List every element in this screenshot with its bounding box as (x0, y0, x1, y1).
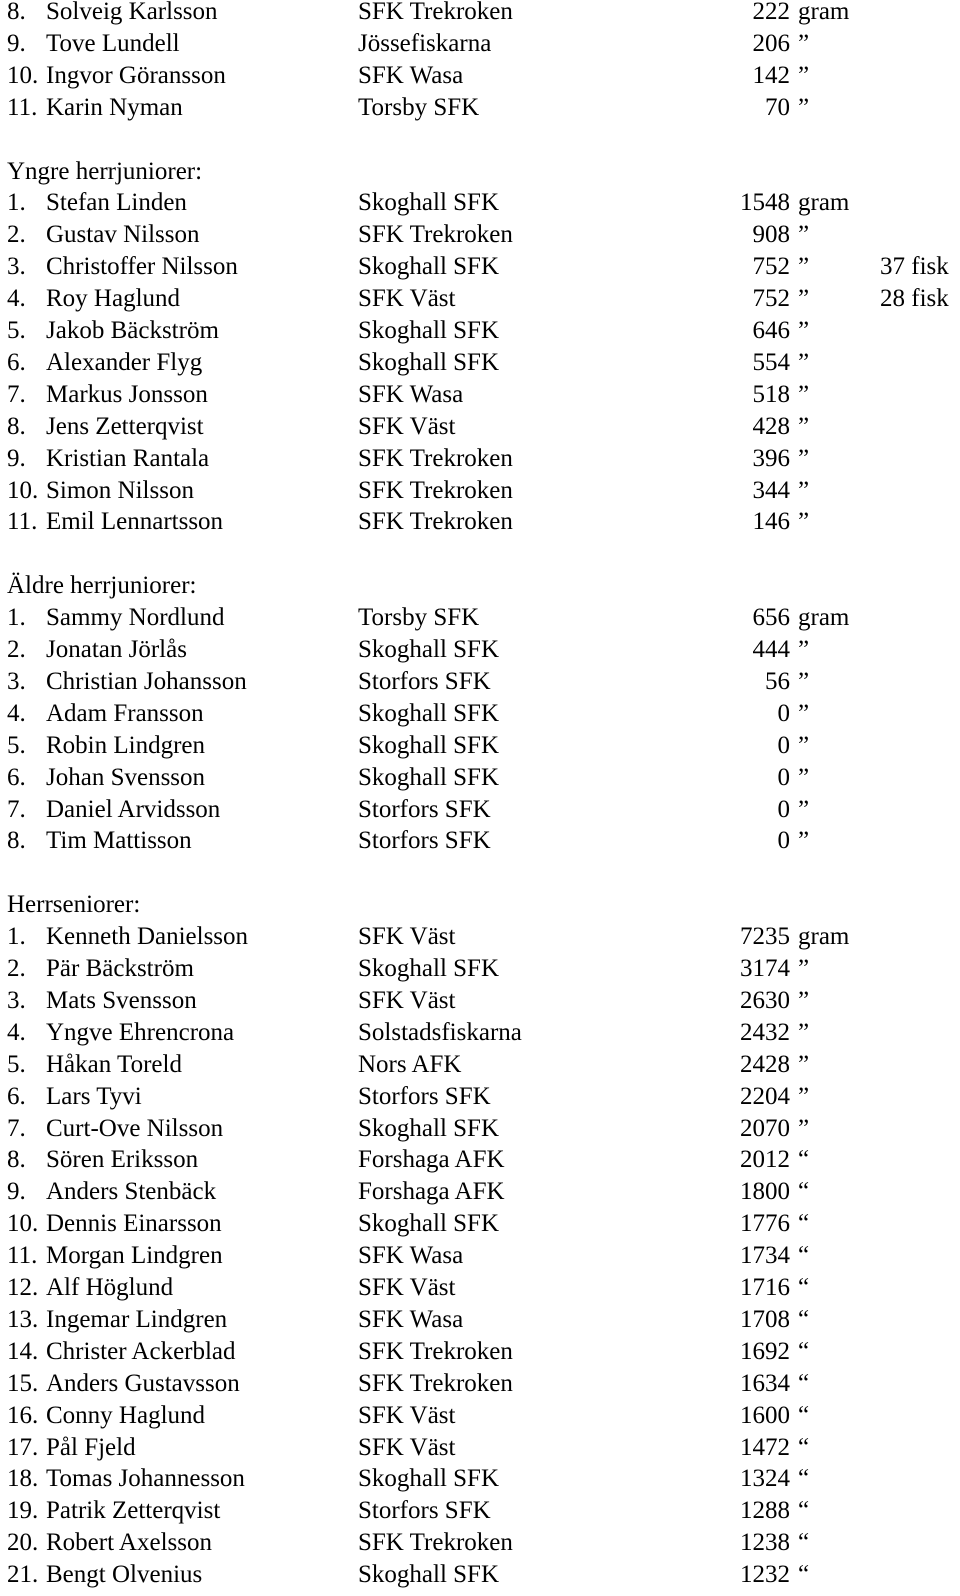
weight-unit: ” (798, 795, 810, 823)
rank-number: 4. (7, 699, 26, 727)
weight-value: 1232 (740, 1561, 790, 1589)
angler-name: Gustav Nilsson (46, 221, 200, 249)
club-name: Skoghall SFK (358, 636, 500, 663)
rank-number: 7. (7, 1114, 26, 1142)
club-name: Skoghall SFK (358, 955, 500, 982)
rank-number: 8. (7, 0, 26, 25)
weight-value: 2204 (740, 1082, 790, 1110)
club-name: Skoghall SFK (358, 1210, 500, 1238)
club-name: SFK Trekroken (358, 1337, 513, 1365)
club-name: SFK Väst (358, 412, 456, 440)
result-row (0, 825, 960, 857)
result-row (0, 1240, 960, 1272)
weight-unit: ” (798, 348, 810, 376)
angler-name: Yngve Ehrencrona (46, 1018, 235, 1046)
weight-value: 1776 (740, 1210, 790, 1238)
angler-name: Christian Johansson (46, 667, 247, 695)
angler-name: Ingemar Lindgren (46, 1305, 228, 1333)
rank-number: 12. (7, 1274, 39, 1301)
result-row (0, 92, 960, 124)
club-name: Forshaga AFK (358, 1178, 505, 1206)
club-name: Skoghall SFK (358, 1465, 500, 1493)
rank-number: 10. (7, 476, 39, 504)
weight-value: 1548 (740, 189, 790, 217)
rank-number: 5. (7, 731, 26, 759)
rank-number: 2. (7, 636, 26, 663)
result-row (0, 28, 960, 60)
result-row (0, 1400, 960, 1432)
club-name: SFK Väst (358, 1274, 456, 1301)
weight-value: 70 (765, 93, 790, 121)
club-name: SFK Trekroken (358, 508, 513, 536)
weight-unit: ” (798, 221, 810, 249)
angler-name: Solveig Karlsson (46, 0, 218, 25)
rank-number: 4. (7, 1018, 26, 1046)
angler-name: Simon Nilsson (46, 476, 194, 504)
weight-unit: “ (798, 1146, 810, 1174)
weight-unit: ” (798, 636, 810, 663)
club-name: SFK Väst (358, 986, 456, 1014)
weight-unit: ” (798, 253, 810, 281)
rank-number: 18. (7, 1465, 39, 1493)
club-name: SFK Trekroken (358, 476, 513, 504)
weight-value: 146 (752, 508, 790, 536)
club-name: Storfors SFK (358, 827, 491, 855)
weight-unit: ” (798, 29, 810, 57)
weight-unit: ” (798, 1082, 810, 1110)
rank-number: 9. (7, 29, 26, 57)
weight-unit: ” (798, 986, 810, 1014)
weight-unit: “ (798, 1178, 810, 1206)
club-name: Storfors SFK (358, 795, 491, 823)
club-name: SFK Trekroken (358, 221, 513, 249)
result-row (0, 1527, 960, 1559)
weight-value: 0 (777, 763, 790, 791)
weight-unit: ” (798, 476, 810, 504)
weight-value: 2070 (740, 1114, 790, 1142)
weight-value: 0 (777, 699, 790, 727)
result-row (0, 730, 960, 762)
rank-number: 9. (7, 1178, 26, 1206)
weight-value: 1800 (740, 1178, 790, 1206)
angler-name: Robin Lindgren (46, 731, 206, 759)
weight-unit: “ (798, 1465, 810, 1493)
weight-value: 3174 (740, 955, 790, 982)
club-name: Storfors SFK (358, 1082, 491, 1110)
weight-unit: “ (798, 1497, 810, 1525)
rank-number: 2. (7, 221, 26, 249)
weight-value: 1288 (740, 1497, 790, 1525)
angler-name: Håkan Toreld (46, 1050, 182, 1078)
club-name: SFK Väst (358, 285, 456, 313)
angler-name: Kenneth Danielsson (46, 923, 249, 951)
angler-name: Anders Stenbäck (46, 1178, 217, 1206)
weight-value: 0 (777, 827, 790, 855)
weight-value: 206 (752, 29, 790, 57)
weight-unit: gram (798, 0, 850, 25)
section-heading: Yngre herrjuniorer: (7, 157, 203, 185)
weight-unit: ” (798, 763, 810, 791)
weight-value: 1708 (740, 1305, 790, 1333)
weight-value: 2432 (740, 1018, 790, 1046)
club-name: SFK Trekroken (358, 1369, 513, 1397)
angler-name: Tove Lundell (46, 29, 180, 57)
result-row (0, 985, 960, 1017)
club-name: Skoghall SFK (358, 317, 500, 344)
weight-value: 646 (752, 317, 790, 344)
weight-value: 2630 (740, 986, 790, 1014)
club-name: Torsby SFK (358, 93, 480, 121)
weight-unit: ” (798, 667, 810, 695)
result-row (0, 1304, 960, 1336)
weight-unit: “ (798, 1433, 810, 1461)
result-row (0, 251, 960, 283)
result-row (0, 1559, 960, 1591)
angler-name: Morgan Lindgren (46, 1242, 223, 1270)
weight-unit: ” (798, 61, 810, 89)
club-name: SFK Wasa (358, 61, 464, 89)
rank-number: 17. (7, 1433, 39, 1461)
club-name: SFK Väst (358, 1401, 456, 1429)
club-name: SFK Trekroken (358, 1529, 513, 1557)
weight-value: 56 (765, 667, 790, 695)
rank-number: 1. (7, 189, 26, 217)
angler-name: Curt-Ove Nilsson (46, 1114, 224, 1142)
result-row (0, 1495, 960, 1527)
angler-name: Anders Gustavsson (46, 1369, 240, 1397)
rank-number: 21. (7, 1561, 39, 1589)
club-name: SFK Väst (358, 923, 456, 951)
weight-value: 554 (752, 348, 790, 376)
result-row (0, 1081, 960, 1113)
result-row (0, 602, 960, 634)
angler-name: Markus Jonsson (46, 380, 208, 408)
club-name: SFK Wasa (358, 380, 464, 408)
weight-unit: gram (798, 923, 850, 951)
weight-unit: ” (798, 285, 810, 313)
weight-value: 1692 (740, 1337, 790, 1365)
angler-name: Alf Höglund (46, 1274, 174, 1301)
club-name: Skoghall SFK (358, 1561, 500, 1589)
rank-number: 7. (7, 795, 26, 823)
angler-name: Jakob Bäckström (46, 317, 219, 344)
weight-value: 0 (777, 795, 790, 823)
result-row (0, 187, 960, 219)
section-heading: Äldre herrjuniorer: (7, 572, 197, 600)
result-row (0, 794, 960, 826)
result-row (0, 411, 960, 443)
result-row (0, 219, 960, 251)
result-row (0, 698, 960, 730)
weight-unit: ” (798, 827, 810, 855)
result-row (0, 1272, 960, 1304)
club-name: Skoghall SFK (358, 1114, 500, 1142)
rank-number: 8. (7, 412, 26, 440)
result-row (0, 634, 960, 666)
angler-name: Patrik Zetterqvist (46, 1497, 221, 1525)
rank-number: 6. (7, 763, 26, 791)
rank-number: 11. (7, 508, 38, 536)
rank-number: 15. (7, 1369, 39, 1397)
angler-name: Roy Haglund (46, 285, 181, 313)
angler-name: Tomas Johannesson (46, 1465, 245, 1493)
weight-unit: ” (798, 93, 810, 121)
rank-number: 3. (7, 986, 26, 1014)
club-name: Nors AFK (358, 1050, 462, 1078)
result-row (0, 0, 960, 28)
weight-value: 344 (752, 476, 790, 504)
weight-value: 428 (752, 412, 790, 440)
angler-name: Emil Lennartsson (46, 508, 224, 536)
weight-value: 0 (777, 731, 790, 759)
result-row (0, 379, 960, 411)
angler-name: Christer Ackerblad (46, 1337, 236, 1365)
result-row (0, 60, 960, 92)
result-row (0, 1432, 960, 1464)
rank-number: 8. (7, 827, 26, 855)
rank-number: 11. (7, 1242, 38, 1270)
result-row (0, 1176, 960, 1208)
weight-unit: ” (798, 444, 810, 472)
rank-number: 5. (7, 317, 26, 344)
weight-unit: “ (798, 1561, 810, 1589)
rank-number: 6. (7, 348, 26, 376)
angler-name: Daniel Arvidsson (46, 795, 221, 823)
weight-value: 2428 (740, 1050, 790, 1078)
weight-unit: “ (798, 1529, 810, 1557)
rank-number: 7. (7, 380, 26, 408)
rank-number: 11. (7, 93, 38, 121)
weight-value: 7235 (740, 923, 790, 951)
club-name: Solstadsfiskarna (358, 1018, 522, 1046)
angler-name: Mats Svensson (46, 986, 197, 1014)
weight-value: 1716 (740, 1274, 790, 1301)
angler-name: Tim Mattisson (46, 827, 192, 855)
angler-name: Sammy Nordlund (46, 604, 225, 632)
result-row (0, 1208, 960, 1240)
rank-number: 4. (7, 285, 26, 313)
angler-name: Ingvor Göransson (46, 61, 226, 89)
angler-name: Christoffer Nilsson (46, 253, 238, 281)
result-row (0, 347, 960, 379)
weight-unit: ” (798, 412, 810, 440)
club-name: SFK Trekroken (358, 0, 513, 25)
result-row (0, 666, 960, 698)
club-name: Skoghall SFK (358, 189, 500, 217)
angler-name: Stefan Linden (46, 189, 187, 217)
weight-value: 222 (752, 0, 790, 25)
weight-unit: gram (798, 604, 850, 632)
club-name: SFK Trekroken (358, 444, 513, 472)
angler-name: Jonatan Jörlås (46, 636, 187, 663)
club-name: SFK Wasa (358, 1242, 464, 1270)
club-name: Storfors SFK (358, 667, 491, 695)
result-row (0, 1368, 960, 1400)
weight-unit: ” (798, 699, 810, 727)
rank-number: 14. (7, 1337, 39, 1365)
result-row (0, 1463, 960, 1495)
weight-value: 396 (752, 444, 790, 472)
result-row (0, 953, 960, 985)
angler-name: Dennis Einarsson (46, 1210, 222, 1238)
result-row (0, 443, 960, 475)
rank-number: 3. (7, 253, 26, 281)
rank-number: 3. (7, 667, 26, 695)
rank-number: 20. (7, 1529, 39, 1557)
weight-unit: “ (798, 1274, 810, 1301)
club-name: Skoghall SFK (358, 699, 500, 727)
weight-value: 656 (752, 604, 790, 632)
rank-number: 6. (7, 1082, 26, 1110)
rank-number: 9. (7, 444, 26, 472)
weight-unit: ” (798, 1114, 810, 1142)
weight-unit: “ (798, 1305, 810, 1333)
section-heading: Herrseniorer: (7, 891, 141, 919)
angler-name: Jens Zetterqvist (46, 412, 204, 440)
angler-name: Adam Fransson (46, 699, 204, 727)
club-name: SFK Wasa (358, 1305, 464, 1333)
club-name: Torsby SFK (358, 604, 480, 632)
rank-number: 1. (7, 604, 26, 632)
result-row (0, 1049, 960, 1081)
rank-number: 16. (7, 1401, 39, 1429)
weight-value: 518 (752, 380, 790, 408)
rank-number: 1. (7, 923, 26, 951)
weight-unit: ” (798, 955, 810, 982)
club-name: Skoghall SFK (358, 731, 500, 759)
angler-name: Robert Axelsson (46, 1529, 212, 1557)
weight-unit: ” (798, 380, 810, 408)
result-row (0, 1017, 960, 1049)
weight-value: 752 (752, 285, 790, 313)
rank-number: 8. (7, 1146, 26, 1174)
result-row (0, 506, 960, 538)
weight-value: 142 (752, 61, 790, 89)
club-name: Jössefiskarna (358, 29, 492, 57)
rank-number: 10. (7, 61, 39, 89)
weight-value: 2012 (740, 1146, 790, 1174)
angler-name: Lars Tyvi (46, 1082, 142, 1110)
weight-value: 444 (752, 636, 790, 663)
fish-count: 28 fisk (880, 285, 949, 313)
rank-number: 2. (7, 955, 26, 982)
angler-name: Alexander Flyg (46, 348, 203, 376)
weight-value: 1238 (740, 1529, 790, 1557)
weight-value: 1472 (740, 1433, 790, 1461)
club-name: Storfors SFK (358, 1497, 491, 1525)
result-row (0, 1144, 960, 1176)
weight-unit: “ (798, 1401, 810, 1429)
weight-unit: “ (798, 1210, 810, 1238)
weight-value: 1634 (740, 1369, 790, 1397)
club-name: Forshaga AFK (358, 1146, 505, 1174)
fish-count: 37 fisk (880, 253, 949, 281)
weight-value: 1734 (740, 1242, 790, 1270)
rank-number: 10. (7, 1210, 39, 1238)
weight-unit: ” (798, 508, 810, 536)
club-name: Skoghall SFK (358, 253, 500, 281)
rank-number: 19. (7, 1497, 39, 1525)
angler-name: Johan Svensson (46, 763, 206, 791)
weight-value: 1324 (740, 1465, 790, 1493)
weight-value: 1600 (740, 1401, 790, 1429)
club-name: Skoghall SFK (358, 763, 500, 791)
weight-unit: ” (798, 1018, 810, 1046)
club-name: SFK Väst (358, 1433, 456, 1461)
weight-unit: gram (798, 189, 850, 217)
angler-name: Pål Fjeld (46, 1433, 136, 1461)
rank-number: 5. (7, 1050, 26, 1078)
angler-name: Sören Eriksson (46, 1146, 199, 1174)
club-name: Skoghall SFK (358, 348, 500, 376)
result-row (0, 1336, 960, 1368)
weight-value: 908 (752, 221, 790, 249)
weight-unit: “ (798, 1242, 810, 1270)
weight-value: 752 (752, 253, 790, 281)
angler-name: Conny Haglund (46, 1401, 206, 1429)
weight-unit: ” (798, 317, 810, 344)
angler-name: Kristian Rantala (46, 444, 210, 472)
result-row (0, 762, 960, 794)
angler-name: Bengt Olvenius (46, 1561, 203, 1589)
result-row (0, 283, 960, 315)
rank-number: 13. (7, 1305, 39, 1333)
weight-unit: “ (798, 1337, 810, 1365)
result-row (0, 1113, 960, 1145)
result-row (0, 315, 960, 347)
weight-unit: ” (798, 1050, 810, 1078)
result-row (0, 475, 960, 507)
weight-unit: “ (798, 1369, 810, 1397)
weight-unit: ” (798, 731, 810, 759)
angler-name: Karin Nyman (46, 93, 183, 121)
result-row (0, 921, 960, 953)
angler-name: Pär Bäckström (46, 955, 194, 982)
